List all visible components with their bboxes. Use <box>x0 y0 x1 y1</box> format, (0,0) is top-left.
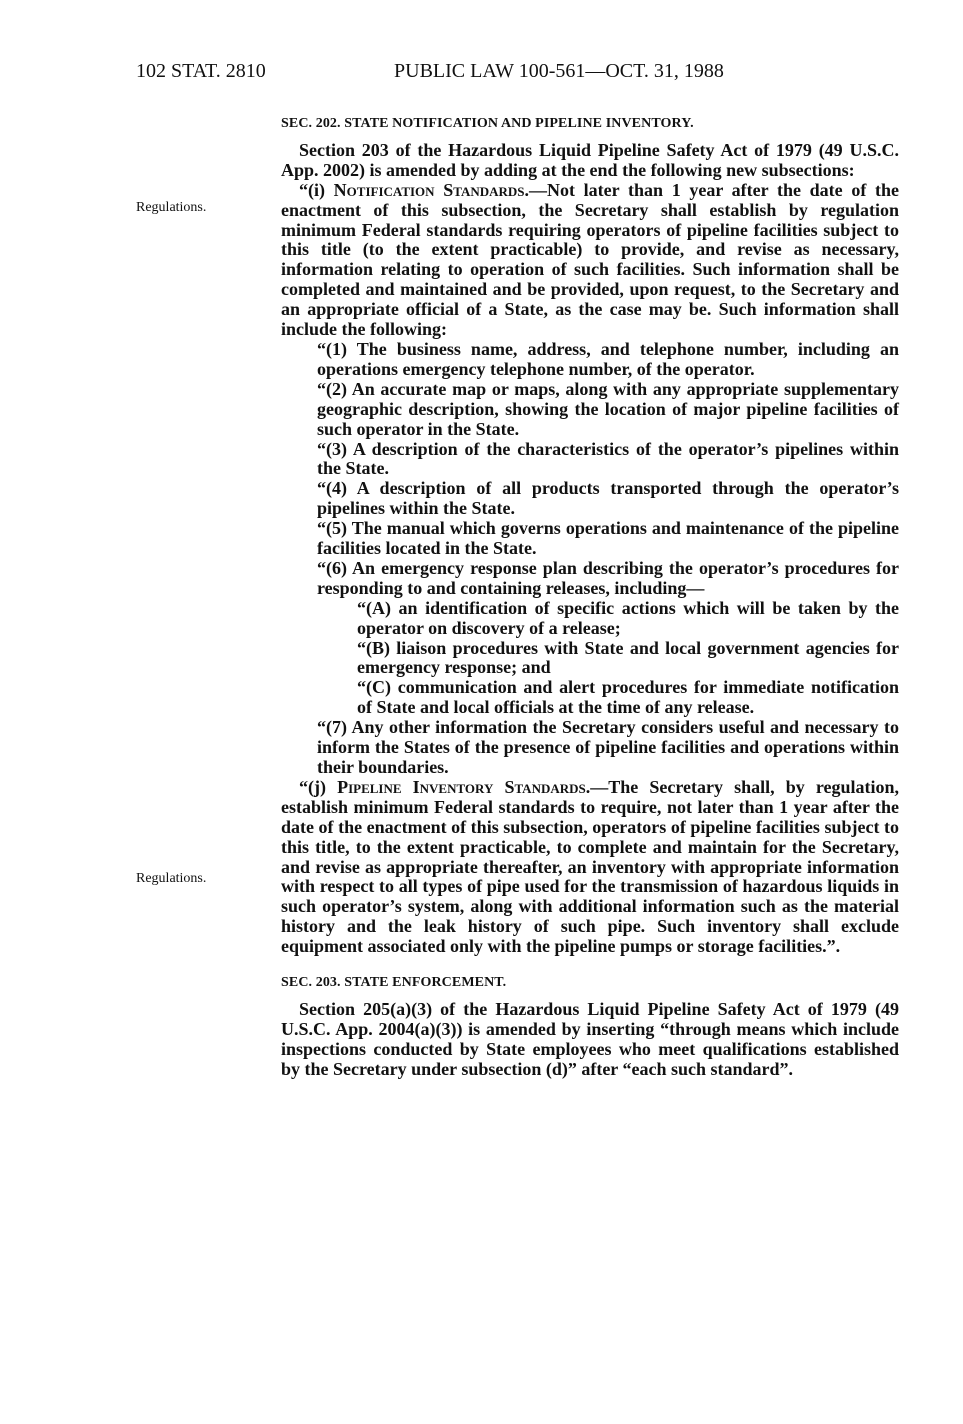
subparagraph-a: “(A) an identification of specific actions which will be taken by the operator on discovery of a release; <box>357 597 899 638</box>
margin-note-regulations-1: Regulations. <box>136 200 207 215</box>
subsection-j-caption: Pipeline Inventory Standards. <box>337 776 591 797</box>
document-body <box>281 114 899 1080</box>
subsection-j <box>281 778 899 957</box>
subsection-i-text: —Not later than 1 year after the date of the enactment of this subsection, the Secretary shall establish by regulation minimum Federal standards requiring operators of pipeline facilities subject to this title (to the extent practicable) to provide, and revise as necessary, information relating to operation of such facilities. Such information shall be completed and maintained and be provided, upon request, to the Secretary and an appropriate official of a State, as the case may be. Such information shall include the following: <box>281 179 899 340</box>
subsection-i-caption: Notification Standards. <box>333 179 530 200</box>
subparagraph-c: “(C) communication and alert procedures for immediate notification of State and local officials at the time of any release. <box>357 677 899 718</box>
section-202-heading: SEC. 202. STATE NOTIFICATION AND PIPELINE INVENTORY. <box>281 116 694 131</box>
public-law-title: PUBLIC LAW 100-561—OCT. 31, 1988 <box>394 60 724 82</box>
paragraph-6: “(6) An emergency response plan describing the operator’s procedures for responding to and containing releases, including— <box>317 557 899 598</box>
subsection-i-label: “(i) <box>299 179 334 200</box>
page-reference: 102 STAT. 2810 <box>136 60 266 82</box>
subsection-i <box>281 181 899 340</box>
paragraph-2: “(2) An accurate map or maps, along with any appropriate supplementary geographic description, showing the location of major pipeline facilities of such operator in the State. <box>317 378 899 439</box>
margin-note-regulations-2: Regulations. <box>136 871 207 886</box>
subparagraph-b: “(B) liaison procedures with State and local government agencies for emergency response; and <box>357 637 899 678</box>
paragraph-4: “(4) A description of all products transported through the operator’s pipelines within the State. <box>317 478 899 519</box>
section-202-intro: Section 203 of the Hazardous Liquid Pipeline Safety Act of 1979 (49 U.S.C. App. 2002) is amended by adding at the end the following new subsections: <box>281 139 899 180</box>
section-203-heading: SEC. 203. STATE ENFORCEMENT. <box>281 975 507 991</box>
paragraph-5: “(5) The manual which governs operations and maintenance of the pipeline facilities located in the State. <box>317 518 899 559</box>
paragraph-3: “(3) A description of the characteristics of the operator’s pipelines within the State. <box>317 438 899 479</box>
subsection-j-label: “(j) <box>299 776 338 797</box>
section-203-text: Section 205(a)(3) of the Hazardous Liquid Pipeline Safety Act of 1979 (49 U.S.C. App. 2004(a)(3)) is amended by inserting “through means which include inspections conducted by State employees who meet qualifications established by the Secretary under subsection (d)” after “each such standard”. <box>281 998 899 1079</box>
subsection-j-text: —The Secretary shall, by regulation, establish minimum Federal standards to require, not later than 1 year after the date of the enactment of this subsection, operators of pipeline facilities subject to this title, to the extent practicable, to complete and maintain for the Secretary, and revise as appropriate thereafter, an inventory with appropriate information with respect to all types of pipe used for the transmission of hazardous liquids in such operator’s system, along with additional information such as the material history and the leak history of such pipe. Such inventory shall exclude equipment associated only with the pipeline pumps or storage facilities.”. <box>281 776 899 957</box>
paragraph-7: “(7) Any other information the Secretary considers useful and necessary to inform the States of the presence of pipeline facilities and operations within their boundaries. <box>317 717 899 777</box>
paragraph-1: “(1) The business name, address, and telephone number, including an operations emergency telephone number, of the operator. <box>317 338 899 379</box>
